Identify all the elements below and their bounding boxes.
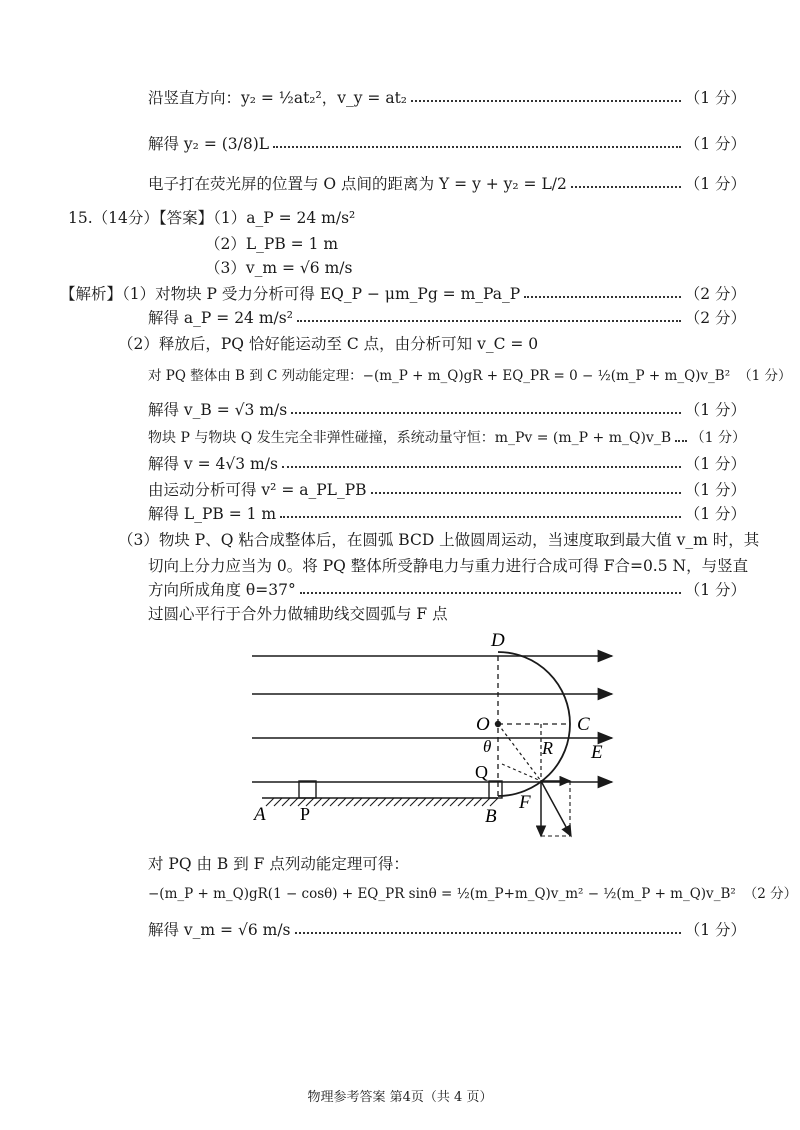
score: （1 分） [738, 368, 792, 384]
dot-leader [273, 132, 681, 148]
score: （1 分） [684, 505, 746, 523]
dot-leader [571, 172, 681, 188]
label-d: D [491, 630, 505, 651]
score: （1 分） [684, 89, 746, 107]
text-line: 解得 v_m = √6 m/s （1 分） [148, 920, 746, 940]
score: （2 分） [743, 886, 798, 902]
label-c: C [577, 714, 590, 735]
text-line: （2）释放后，PQ 恰好能运动至 C 点，由分析可知 v_C = 0 [118, 335, 539, 353]
text-line: 解得 y₂ = (3/8)L （1 分） [148, 134, 746, 154]
radius-of [498, 724, 541, 781]
score: （1 分） [684, 921, 746, 939]
text-line: 物块 P 与物块 Q 发生完全非弹性碰撞，系统动量守恒：m_Pv = (m_P + m_Q)v_B （1 分） [148, 428, 746, 448]
score: （1 分） [684, 481, 746, 499]
label-q: Q [475, 762, 488, 782]
dot-leader [411, 86, 681, 102]
dot-leader [280, 502, 681, 518]
label-f: F [519, 792, 531, 813]
force-vectors [541, 781, 571, 836]
text-line: 由运动分析可得 v² = a_PL_PB （1 分） [148, 480, 746, 500]
label-o: O [476, 714, 490, 735]
dot-leader [524, 282, 681, 298]
text-line: 解得 v = 4√3 m/s （1 分） [148, 454, 746, 474]
score: （1 分） [684, 455, 746, 473]
label-p: P [300, 804, 311, 824]
dot-leader [675, 426, 687, 442]
text-line: 方向所成角度 θ=37° （1 分） [148, 580, 746, 600]
answer-line: （3）v_m = √6 m/s [205, 259, 353, 277]
question-heading: 15.（14分）【答案】（1）a_P = 24 m/s² [68, 209, 356, 227]
score: （1 分） [684, 175, 746, 193]
text-line: （3）物块 P、Q 粘合成整体后，在圆弧 BCD 上做圆周运动，当速度取到最大值 v_m 时，其 [118, 531, 760, 549]
score: （1 分） [684, 135, 746, 153]
label-e: E [591, 742, 603, 763]
text-line: 沿竖直方向：y₂ = ½at₂²，v_y = at₂ （1 分） [148, 88, 746, 108]
text-line: 对 PQ 由 B 到 F 点列动能定理可得： [148, 855, 409, 873]
page-footer: 物理参考答案 第4页（共 4 页） [307, 1090, 493, 1105]
label-r: R [542, 738, 553, 758]
text-line: 切向上分力应当为 0。将 PQ 整体所受静电力与重力进行合成可得 F合=0.5 N，与竖直 [148, 557, 749, 575]
text-line: 过圆心平行于合外力做辅助线交圆弧与 F 点 [148, 605, 448, 623]
score: （1 分） [690, 430, 746, 446]
center-point [495, 721, 501, 727]
text-line: 解得 a_P = 24 m/s² （2 分） [148, 308, 746, 328]
text-line: 【解析】（1）对物块 P 受力分析可得 EQ_P − μm_Pg = m_Pa_P （2 分） [60, 284, 746, 304]
score: （2 分） [684, 285, 746, 303]
dot-leader [282, 452, 681, 468]
text-line: 解得 L_PB = 1 m （1 分） [148, 504, 746, 524]
dot-leader [371, 478, 681, 494]
text-line: 电子打在荧光屏的位置与 O 点间的距离为 Y = y + y₂ = L/2 （1 分） [148, 174, 746, 194]
label-theta: θ [483, 737, 492, 756]
text-line: 对 PQ 整体由 B 到 C 列动能定理：−(m_P + m_Q)gR + EQ_PR = 0 − ½(m_P + m_Q)v_B² （1 分） [148, 368, 792, 384]
circular-motion-diagram [240, 628, 620, 844]
score: （2 分） [684, 309, 746, 327]
label-b: B [485, 806, 497, 827]
dot-leader [300, 578, 681, 594]
label-a: A [254, 804, 266, 825]
answer-line: （2）L_PB = 1 m [205, 235, 339, 253]
dot-leader [291, 398, 680, 414]
ground-surface [262, 798, 498, 806]
text-line: −(m_P + m_Q)gR(1 − cosθ) + EQ_PR sinθ = ½(m_P+m_Q)v_m² − ½(m_P + m_Q)v_B² （2 分） [148, 886, 798, 902]
text-line: 解得 v_B = √3 m/s （1 分） [148, 400, 746, 420]
block-p [299, 781, 316, 798]
dot-leader [297, 306, 681, 322]
score: （1 分） [684, 581, 746, 599]
score: （1 分） [684, 401, 746, 419]
dot-leader [295, 918, 681, 934]
